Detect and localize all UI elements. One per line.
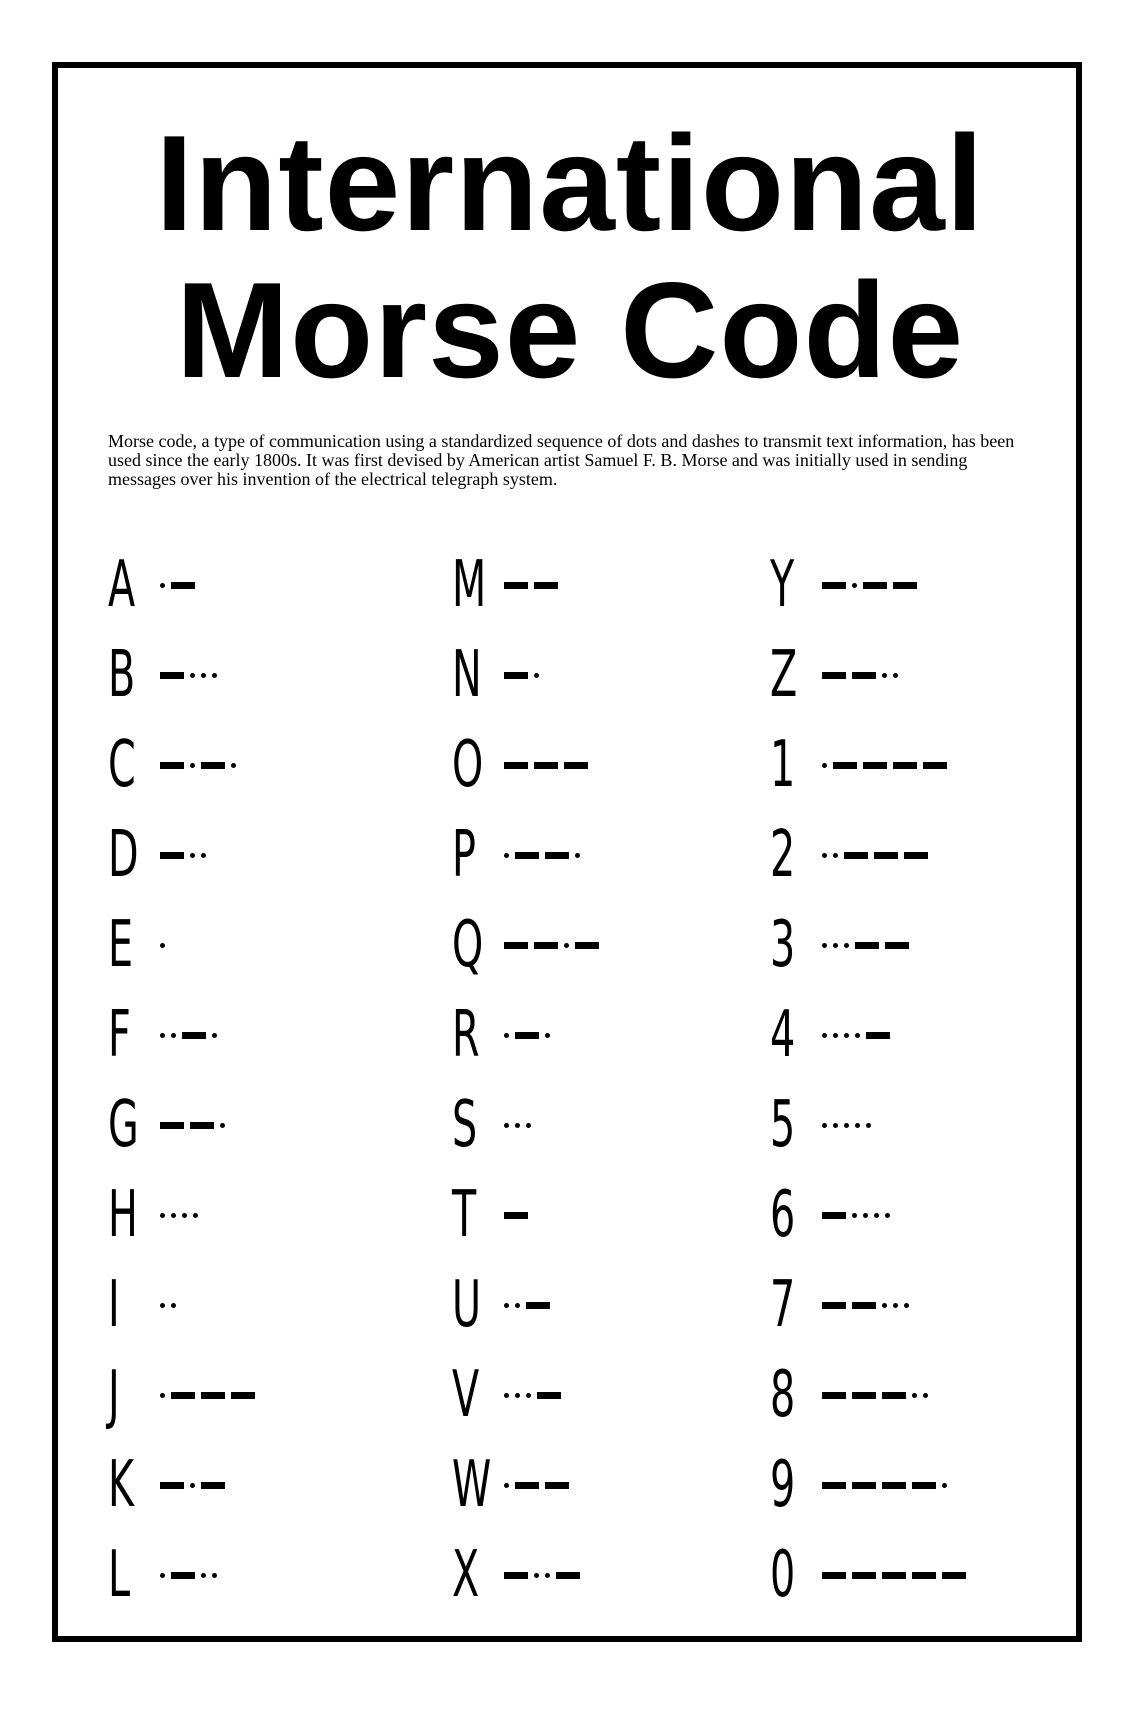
morse-dot bbox=[212, 1033, 217, 1038]
morse-code-symbols bbox=[822, 1025, 890, 1045]
morse-dash bbox=[504, 942, 528, 949]
morse-code-symbols bbox=[822, 935, 909, 955]
morse-character: J bbox=[108, 1358, 120, 1432]
morse-dash bbox=[885, 942, 909, 949]
morse-entry bbox=[770, 1080, 966, 1170]
morse-character: C bbox=[108, 728, 136, 802]
morse-dash bbox=[182, 1032, 206, 1039]
morse-character: D bbox=[108, 818, 139, 892]
morse-dot bbox=[534, 673, 539, 678]
morse-character: 1 bbox=[770, 728, 796, 802]
morse-code-symbols bbox=[160, 1115, 225, 1135]
morse-column-3 bbox=[770, 540, 966, 1620]
morse-dot bbox=[833, 943, 838, 948]
morse-character: W bbox=[452, 1448, 492, 1522]
morse-character: H bbox=[108, 1178, 138, 1252]
morse-dash bbox=[515, 1032, 539, 1039]
morse-character: Y bbox=[770, 548, 795, 622]
morse-dot bbox=[160, 943, 165, 948]
morse-dot bbox=[822, 763, 827, 768]
morse-character: U bbox=[452, 1268, 482, 1342]
morse-dot bbox=[874, 1213, 879, 1218]
morse-dash bbox=[231, 1392, 255, 1399]
morse-character: L bbox=[108, 1538, 131, 1612]
morse-code-symbols bbox=[822, 665, 898, 685]
morse-code-symbols bbox=[822, 1385, 928, 1405]
morse-entry bbox=[770, 810, 966, 900]
morse-dot bbox=[212, 1573, 217, 1578]
morse-entry bbox=[770, 1440, 966, 1530]
morse-dash bbox=[201, 1392, 225, 1399]
morse-dash bbox=[515, 1482, 539, 1489]
morse-dash bbox=[526, 1302, 550, 1309]
morse-dot bbox=[190, 673, 195, 678]
morse-character: 7 bbox=[770, 1268, 796, 1342]
morse-dash bbox=[534, 942, 558, 949]
morse-dash bbox=[912, 1572, 936, 1579]
morse-entry bbox=[452, 810, 599, 900]
morse-code-symbols bbox=[504, 1205, 528, 1225]
morse-dot bbox=[171, 1033, 176, 1038]
morse-dash bbox=[893, 582, 917, 589]
morse-entry bbox=[452, 630, 599, 720]
morse-character: E bbox=[108, 908, 134, 982]
morse-dash bbox=[822, 1572, 846, 1579]
morse-code-symbols bbox=[822, 845, 928, 865]
morse-dash bbox=[844, 852, 868, 859]
title-line-2: Morse Code bbox=[175, 254, 965, 406]
morse-dash bbox=[874, 852, 898, 859]
morse-dot bbox=[171, 1213, 176, 1218]
morse-dot bbox=[160, 1393, 165, 1398]
morse-dash bbox=[504, 762, 528, 769]
morse-code-symbols bbox=[504, 755, 588, 775]
morse-dot bbox=[855, 1033, 860, 1038]
morse-code-symbols bbox=[160, 1205, 198, 1225]
morse-dash bbox=[866, 1032, 890, 1039]
morse-dot bbox=[863, 1213, 868, 1218]
morse-dash bbox=[504, 582, 528, 589]
morse-dash bbox=[160, 852, 184, 859]
morse-dash bbox=[855, 942, 879, 949]
morse-character: A bbox=[108, 548, 136, 622]
morse-code-symbols bbox=[504, 665, 539, 685]
morse-dash bbox=[822, 672, 846, 679]
morse-dot bbox=[201, 1573, 206, 1578]
morse-dash bbox=[882, 1482, 906, 1489]
morse-character: N bbox=[452, 638, 482, 712]
morse-code-symbols bbox=[160, 665, 217, 685]
morse-dot bbox=[822, 853, 827, 858]
morse-entry bbox=[108, 900, 255, 990]
morse-dash bbox=[822, 1482, 846, 1489]
morse-character: O bbox=[452, 728, 484, 802]
morse-code-symbols bbox=[160, 575, 195, 595]
morse-dash bbox=[504, 1212, 528, 1219]
morse-dot bbox=[160, 1303, 165, 1308]
morse-dot bbox=[504, 1483, 509, 1488]
morse-dash bbox=[852, 1572, 876, 1579]
morse-dot bbox=[193, 1213, 198, 1218]
morse-dot bbox=[575, 853, 580, 858]
morse-entry bbox=[770, 1350, 966, 1440]
morse-entry bbox=[770, 1260, 966, 1350]
morse-column-1 bbox=[108, 540, 255, 1620]
morse-dot bbox=[534, 1573, 539, 1578]
morse-entry bbox=[452, 900, 599, 990]
morse-dash bbox=[833, 762, 857, 769]
morse-dot bbox=[882, 1303, 887, 1308]
morse-code-symbols bbox=[504, 1475, 569, 1495]
title-line-1: International bbox=[155, 107, 985, 259]
morse-code-symbols bbox=[160, 1565, 217, 1585]
morse-dot bbox=[844, 943, 849, 948]
morse-dot bbox=[220, 1123, 225, 1128]
morse-character: B bbox=[108, 638, 136, 712]
morse-entry bbox=[108, 1260, 255, 1350]
morse-entry bbox=[770, 1530, 966, 1620]
morse-dot bbox=[564, 943, 569, 948]
morse-dot bbox=[212, 673, 217, 678]
morse-entry bbox=[452, 990, 599, 1080]
morse-dot bbox=[504, 853, 509, 858]
morse-dot bbox=[201, 853, 206, 858]
morse-dot bbox=[904, 1303, 909, 1308]
morse-dash bbox=[160, 1482, 184, 1489]
morse-entry bbox=[108, 810, 255, 900]
morse-dash bbox=[534, 762, 558, 769]
morse-dot bbox=[855, 1123, 860, 1128]
morse-entry bbox=[452, 1350, 599, 1440]
morse-dot bbox=[893, 673, 898, 678]
morse-dot bbox=[201, 673, 206, 678]
morse-character: V bbox=[452, 1358, 480, 1432]
morse-dot bbox=[504, 1033, 509, 1038]
morse-dash bbox=[822, 1392, 846, 1399]
morse-dot bbox=[545, 1573, 550, 1578]
morse-dash bbox=[923, 762, 947, 769]
morse-dash bbox=[556, 1572, 580, 1579]
morse-dash bbox=[160, 1122, 184, 1129]
morse-dot bbox=[923, 1393, 928, 1398]
morse-character: F bbox=[108, 998, 131, 1072]
morse-dot bbox=[882, 673, 887, 678]
morse-dot bbox=[515, 1123, 520, 1128]
morse-code-symbols bbox=[160, 1295, 176, 1315]
morse-dot bbox=[190, 853, 195, 858]
morse-dot bbox=[844, 1123, 849, 1128]
morse-dash bbox=[942, 1572, 966, 1579]
morse-dash bbox=[575, 942, 599, 949]
morse-character: 9 bbox=[770, 1448, 796, 1522]
morse-dot bbox=[833, 853, 838, 858]
morse-entry bbox=[770, 540, 966, 630]
morse-character: S bbox=[452, 1088, 478, 1162]
morse-entry bbox=[108, 540, 255, 630]
morse-code-symbols bbox=[504, 845, 580, 865]
morse-dash bbox=[882, 1392, 906, 1399]
morse-entry bbox=[452, 1170, 599, 1260]
morse-dash bbox=[534, 582, 558, 589]
morse-dot bbox=[545, 1033, 550, 1038]
morse-character: G bbox=[108, 1088, 139, 1162]
morse-character: Z bbox=[770, 638, 798, 712]
morse-code-symbols bbox=[504, 1565, 580, 1585]
morse-dot bbox=[833, 1033, 838, 1038]
intro-paragraph: Morse code, a type of communication using a standardized sequence of dots and dashes to transmit text information, has been used since the early 1800s. It was first devised by American artist Samuel F. B. Morse and was initially used in sending messages over his invention of the electrical telegraph system. bbox=[108, 431, 1015, 489]
morse-character: 8 bbox=[770, 1358, 796, 1432]
morse-entry bbox=[108, 990, 255, 1080]
morse-dot bbox=[822, 943, 827, 948]
morse-entry bbox=[452, 720, 599, 810]
morse-column-2 bbox=[452, 540, 599, 1620]
morse-code-symbols bbox=[504, 1115, 531, 1135]
morse-character: R bbox=[452, 998, 480, 1072]
morse-entry bbox=[108, 1440, 255, 1530]
morse-character: 5 bbox=[770, 1088, 796, 1162]
morse-dot bbox=[190, 1483, 195, 1488]
morse-dash bbox=[822, 1302, 846, 1309]
morse-dash bbox=[893, 762, 917, 769]
morse-dot bbox=[885, 1213, 890, 1218]
morse-dot bbox=[160, 1213, 165, 1218]
morse-dash bbox=[160, 762, 184, 769]
morse-dot bbox=[942, 1483, 947, 1488]
morse-dot bbox=[526, 1123, 531, 1128]
morse-dot bbox=[515, 1393, 520, 1398]
morse-dash bbox=[504, 1572, 528, 1579]
morse-dash bbox=[171, 1572, 195, 1579]
morse-code-symbols bbox=[160, 755, 236, 775]
morse-character: P bbox=[452, 818, 476, 892]
morse-code-symbols bbox=[504, 1385, 561, 1405]
morse-dot bbox=[844, 1033, 849, 1038]
morse-code-symbols bbox=[822, 575, 917, 595]
morse-code-symbols bbox=[822, 1205, 890, 1225]
morse-entry bbox=[770, 630, 966, 720]
morse-dash bbox=[822, 1212, 846, 1219]
morse-entry bbox=[452, 1260, 599, 1350]
morse-entry bbox=[452, 1530, 599, 1620]
morse-dash bbox=[912, 1482, 936, 1489]
morse-character: M bbox=[452, 548, 487, 622]
morse-dash bbox=[201, 762, 225, 769]
morse-entry bbox=[452, 540, 599, 630]
morse-character: I bbox=[108, 1268, 120, 1342]
morse-dash bbox=[852, 672, 876, 679]
morse-entry bbox=[108, 630, 255, 720]
morse-character: 3 bbox=[770, 908, 796, 982]
morse-character: K bbox=[108, 1448, 135, 1522]
morse-entry bbox=[770, 1170, 966, 1260]
morse-dash bbox=[190, 1122, 214, 1129]
morse-dash bbox=[515, 852, 539, 859]
morse-entry bbox=[770, 900, 966, 990]
morse-code-symbols bbox=[504, 1025, 550, 1045]
morse-code-symbols bbox=[160, 935, 165, 955]
morse-code-symbols bbox=[504, 575, 558, 595]
morse-dash bbox=[201, 1482, 225, 1489]
morse-dot bbox=[160, 1033, 165, 1038]
morse-dot bbox=[852, 1213, 857, 1218]
morse-dash bbox=[852, 1392, 876, 1399]
morse-dash bbox=[171, 1392, 195, 1399]
morse-code-symbols bbox=[160, 845, 206, 865]
morse-dot bbox=[833, 1123, 838, 1128]
morse-dot bbox=[171, 1303, 176, 1308]
morse-code-symbols bbox=[822, 1565, 966, 1585]
morse-dot bbox=[822, 1033, 827, 1038]
morse-character: Q bbox=[452, 908, 484, 982]
morse-dash bbox=[904, 852, 928, 859]
morse-dot bbox=[912, 1393, 917, 1398]
morse-dot bbox=[190, 763, 195, 768]
morse-code-symbols bbox=[160, 1025, 217, 1045]
morse-entry bbox=[452, 1440, 599, 1530]
morse-dash bbox=[171, 582, 195, 589]
morse-dot bbox=[504, 1123, 509, 1128]
morse-dot bbox=[852, 583, 857, 588]
morse-character: 2 bbox=[770, 818, 796, 892]
morse-dot bbox=[822, 1123, 827, 1128]
morse-code-symbols bbox=[822, 1475, 947, 1495]
morse-dot bbox=[231, 763, 236, 768]
morse-dash bbox=[564, 762, 588, 769]
morse-dash bbox=[863, 762, 887, 769]
morse-character: T bbox=[452, 1178, 477, 1252]
morse-entry bbox=[770, 720, 966, 810]
morse-dash bbox=[545, 852, 569, 859]
morse-dot bbox=[504, 1393, 509, 1398]
morse-dot bbox=[160, 583, 165, 588]
morse-code-symbols bbox=[504, 935, 599, 955]
morse-entry bbox=[452, 1080, 599, 1170]
morse-dash bbox=[504, 672, 528, 679]
morse-code-symbols bbox=[504, 1295, 550, 1315]
morse-code-symbols bbox=[822, 1115, 871, 1135]
morse-entry bbox=[108, 1170, 255, 1260]
morse-dot bbox=[893, 1303, 898, 1308]
morse-code-symbols bbox=[822, 1295, 909, 1315]
morse-dot bbox=[504, 1303, 509, 1308]
morse-entry bbox=[108, 720, 255, 810]
morse-dash bbox=[852, 1302, 876, 1309]
morse-entry bbox=[770, 990, 966, 1080]
morse-entry bbox=[108, 1350, 255, 1440]
morse-dash bbox=[863, 582, 887, 589]
morse-dash bbox=[160, 672, 184, 679]
morse-entry bbox=[108, 1530, 255, 1620]
morse-dot bbox=[160, 1573, 165, 1578]
morse-dash bbox=[545, 1482, 569, 1489]
morse-character: 4 bbox=[770, 998, 796, 1072]
morse-entry bbox=[108, 1080, 255, 1170]
morse-dash bbox=[822, 582, 846, 589]
morse-character: X bbox=[452, 1538, 480, 1612]
morse-dash bbox=[852, 1482, 876, 1489]
morse-code-symbols bbox=[160, 1385, 255, 1405]
morse-dash bbox=[537, 1392, 561, 1399]
morse-dot bbox=[182, 1213, 187, 1218]
morse-dot bbox=[526, 1393, 531, 1398]
morse-dot bbox=[515, 1303, 520, 1308]
morse-dot bbox=[866, 1123, 871, 1128]
morse-character: 0 bbox=[770, 1538, 796, 1612]
morse-character: 6 bbox=[770, 1178, 796, 1252]
morse-code-symbols bbox=[822, 755, 947, 775]
morse-dash bbox=[882, 1572, 906, 1579]
morse-code-symbols bbox=[160, 1475, 225, 1495]
